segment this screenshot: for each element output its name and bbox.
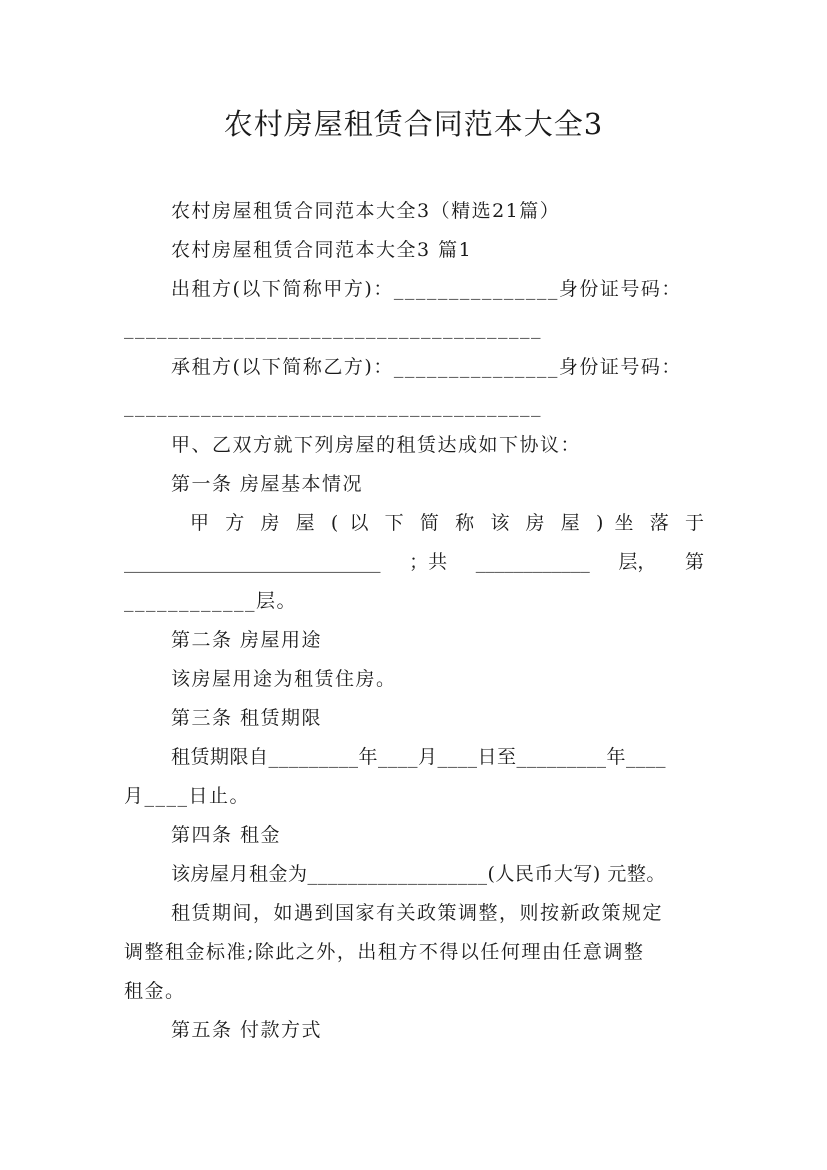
article3-line2: 月____日止。 xyxy=(124,785,251,807)
article4-line2: 租赁期间，如遇到国家有关政策调整，则按新政策规定 xyxy=(171,902,664,924)
article3-line1: 租赁期限自_________年____月____日至_________年____ xyxy=(171,746,667,768)
article1-line1-text: 甲 方 房 屋 ( 以 下 简 称 该 房 屋 ) 坐 落 于 xyxy=(190,512,704,534)
article4-line4: 租金。 xyxy=(124,980,186,1002)
article4-line1: 该房屋月租金为__________________(人民币大写) 元整。 xyxy=(171,863,666,885)
article1-line2 xyxy=(124,543,704,581)
article1-address-blank: ___________________________ xyxy=(124,551,381,573)
article1-total-label: ；共 xyxy=(409,551,448,573)
article1-floors-label: 层， xyxy=(618,551,657,573)
lessor-line: 出租方(以下简称甲方)：_______________身份证号码： xyxy=(171,278,682,300)
article4-line3: 调整租金标准;除此之外，出租方不得以任何理由任意调整 xyxy=(124,941,645,963)
article1-floors-blank: ____________ xyxy=(475,551,590,573)
section-heading: 农村房屋租赁合同范本大全3 篇1 xyxy=(171,239,473,261)
article5-heading: 第五条 付款方式 xyxy=(171,1019,323,1041)
document-title: 农村房屋租赁合同范本大全3 xyxy=(223,107,604,141)
article1-line1 xyxy=(190,504,704,542)
article2-heading: 第二条 房屋用途 xyxy=(171,629,323,651)
article1-floor-no-label: 第 xyxy=(684,551,704,573)
document-subtitle: 农村房屋租赁合同范本大全3（精选21篇） xyxy=(171,200,561,222)
lessee-id-blank: ______________________________________ xyxy=(124,395,542,417)
agreement-intro: 甲、乙双方就下列房屋的租赁达成如下协议： xyxy=(171,434,582,456)
article1-line3: ____________层。 xyxy=(124,590,298,612)
article4-heading: 第四条 租金 xyxy=(171,824,282,846)
article2-text: 该房屋用途为租赁住房。 xyxy=(171,668,397,690)
article1-heading: 第一条 房屋基本情况 xyxy=(171,473,364,495)
lessee-line: 承租方(以下简称乙方)：_______________身份证号码： xyxy=(171,356,682,378)
lessor-id-blank: ______________________________________ xyxy=(124,317,542,339)
article3-heading: 第三条 租赁期限 xyxy=(171,707,323,729)
